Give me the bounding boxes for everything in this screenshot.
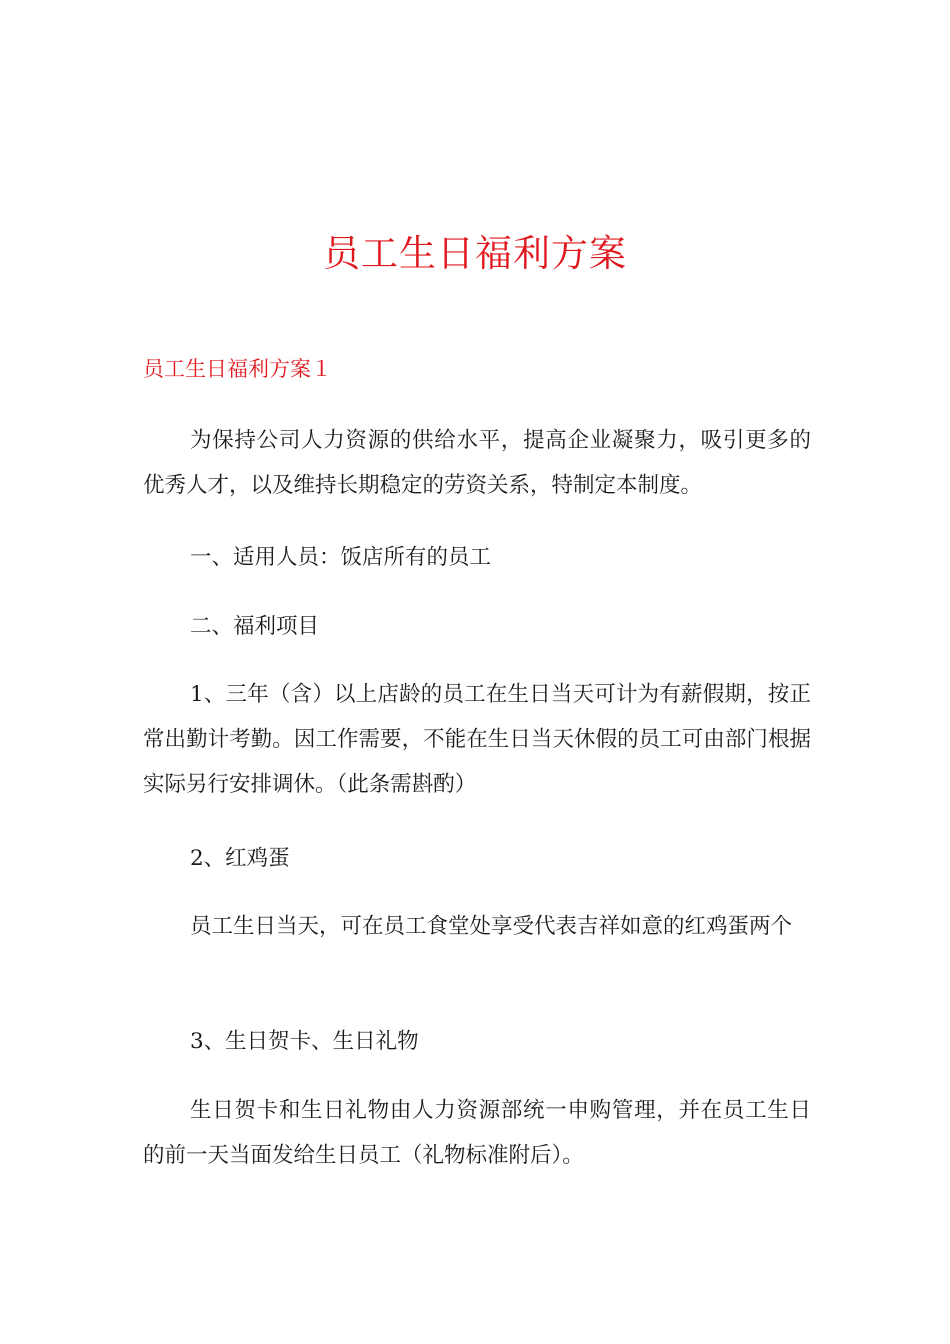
card-gift-paragraph: 生日贺卡和生日礼物由人力资源部统一申购管理，并在员工生日的前一天当面发给生日员工（礼物标准附后）。 — [143, 1098, 811, 1168]
intro-paragraph: 为保持公司人力资源的供给水平，提高企业凝聚力，吸引更多的优秀人才，以及维持长期稳定的劳资关系，特制定本制度。 — [143, 428, 811, 498]
document-title: 员工生日福利方案 — [323, 232, 627, 275]
benefits-heading-paragraph: 二、福利项目 — [190, 614, 320, 639]
applicable-staff-paragraph: 一、适用人员：饭店所有的员工 — [190, 545, 492, 570]
card-gift-heading-paragraph: 3、生日贺卡、生日礼物 — [190, 1029, 419, 1054]
section-heading: 员工生日福利方案１ — [143, 357, 332, 381]
red-eggs-paragraph: 员工生日当天，可在员工食堂处享受代表吉祥如意的红鸡蛋两个 — [190, 914, 793, 939]
red-eggs-heading-paragraph: 2、红鸡蛋 — [190, 846, 290, 871]
paid-leave-paragraph: 1、三年（含）以上店龄的员工在生日当天可计为有薪假期，按正常出勤计考勤。因工作需要，不能在生日当天休假的员工可由部门根据实际另行安排调休。（此条需斟酌） — [143, 682, 811, 797]
